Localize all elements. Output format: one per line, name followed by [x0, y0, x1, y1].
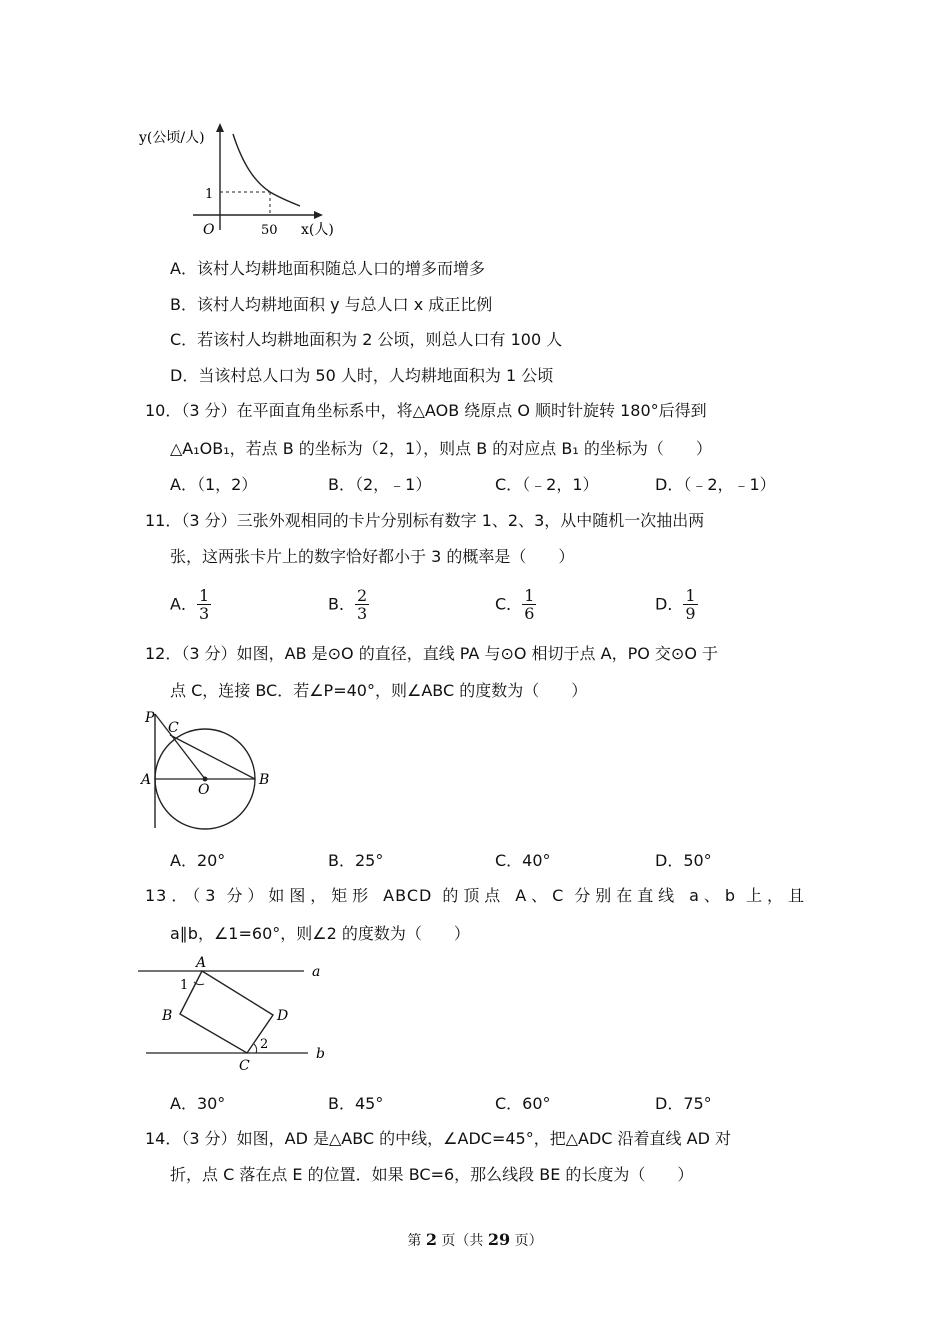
segment-po — [155, 714, 205, 779]
option-label: A． — [170, 594, 197, 614]
q10-option-a: A．（1，2） — [170, 475, 258, 494]
page-footer — [0, 1230, 950, 1250]
q12-option-b: B．25° — [328, 851, 384, 870]
point-c-label: C — [239, 1058, 250, 1074]
footer-middle: 页（共 — [436, 1233, 488, 1249]
point-b-label: B — [162, 1008, 173, 1024]
q13-stem-line1: 13．（3 分）如图，矩形 ABCD 的顶点 A、C 分别在直线 a、b 上，且 — [145, 886, 805, 905]
footer-prefix: 第 — [407, 1233, 426, 1249]
q11-stem-line1: 11．（3 分）三张外观相同的卡片分别标有数字 1、2、3，从中随机一次抽出两 — [145, 511, 705, 530]
q13-option-c: C．60° — [495, 1094, 551, 1113]
q10-stem-line1: 10．（3 分）在平面直角坐标系中，将△AOB 绕原点 O 顺时针旋转 180°后得到 — [145, 401, 707, 420]
denominator: 9 — [685, 604, 696, 623]
segment-bc — [170, 735, 255, 779]
q11-option-c — [495, 587, 536, 622]
point-o-label: O — [198, 782, 210, 798]
q9-option-d: D．当该村总人口为 50 人时，人均耕地面积为 1 公顷 — [170, 366, 554, 385]
fraction — [683, 587, 697, 622]
x-tick-label: 50 — [261, 223, 278, 238]
q10-option-b: B．（2，﹣1） — [328, 475, 432, 494]
q10-option-d: D．（﹣2，﹣1） — [655, 475, 776, 494]
q13-option-a: A．30° — [170, 1094, 226, 1113]
y-axis-arrow — [216, 123, 224, 132]
origin-label: O — [203, 222, 215, 238]
q10-option-c: C．（﹣2，1） — [495, 475, 599, 494]
q13-option-d: D．75° — [655, 1094, 712, 1113]
denominator: 3 — [356, 604, 368, 623]
numerator: 1 — [685, 586, 696, 605]
x-axis-label: x(人) — [301, 222, 334, 238]
q9-option-a: A．该村人均耕地面积随总人口的增多而增多 — [170, 259, 485, 278]
fraction — [522, 587, 536, 622]
total-page-count: 29 — [487, 1230, 511, 1249]
numerator: 2 — [356, 586, 368, 605]
q12-option-a: A．20° — [170, 851, 226, 870]
denominator: 3 — [198, 604, 210, 623]
option-label: B． — [328, 594, 355, 614]
angle-1-label: 1 — [180, 978, 189, 993]
line-b-label: b — [316, 1046, 325, 1062]
numerator: 1 — [524, 586, 535, 605]
q12-option-d: D．50° — [655, 851, 712, 870]
option-label: C． — [495, 594, 523, 614]
q10-stem-line2: △A₁OB₁，若点 B 的坐标为（2，1），则点 B 的对应点 B₁ 的坐标为（ ） — [170, 439, 712, 458]
point-c-label: C — [168, 720, 179, 736]
x-axis-arrow — [314, 211, 323, 219]
q9-option-b: B．该村人均耕地面积 y 与总人口 x 成正比例 — [170, 295, 493, 314]
q13-option-b: B．45° — [328, 1094, 384, 1113]
footer-suffix: 页） — [510, 1233, 543, 1249]
angle-2-arc — [254, 1044, 257, 1053]
line-a-label: a — [312, 964, 321, 980]
point-b-label: B — [259, 772, 270, 788]
numerator: 1 — [198, 586, 210, 605]
angle-2-label: 2 — [260, 1037, 269, 1052]
denominator: 6 — [524, 604, 535, 623]
q11-option-a — [170, 587, 211, 622]
point-a-label: A — [141, 772, 152, 788]
current-page-number: 2 — [425, 1230, 437, 1249]
option-label: D． — [655, 594, 684, 614]
q12-option-c: C．40° — [495, 851, 551, 870]
q9-option-c: C．若该村人均耕地面积为 2 公顷，则总人口有 100 人 — [170, 330, 563, 349]
y-tick-label: 1 — [205, 187, 214, 202]
q12-stem-line1: 12．（3 分）如图，AB 是⊙O 的直径，直线 PA 与⊙O 相切于点 A，PO 交⊙O 于 — [145, 644, 718, 663]
fraction — [197, 587, 211, 622]
q13-stem-line2: a∥b，∠1=60°，则∠2 的度数为（ ） — [170, 924, 470, 943]
fraction — [355, 587, 369, 622]
point-a-label: A — [196, 955, 207, 971]
q11-option-d — [655, 587, 698, 622]
rectangle-parallel-lines-figure — [136, 952, 336, 1077]
q12-stem-line2: 点 C，连接 BC．若∠P=40°，则∠ABC 的度数为（ ） — [170, 681, 588, 700]
q11-option-b — [328, 587, 369, 622]
point-p-label: P — [145, 710, 155, 726]
curve — [233, 134, 300, 206]
q14-stem-line2: 折，点 C 落在点 E 的位置．如果 BC=6，那么线段 BE 的长度为（ ） — [170, 1165, 694, 1184]
point-d-label: D — [277, 1008, 289, 1024]
center-dot — [203, 777, 208, 782]
q14-stem-line1: 14．（3 分）如图，AD 是△ABC 的中线，∠ADC=45°，把△ADC 沿着直线 AD 对 — [145, 1129, 731, 1148]
y-axis-label: y(公顷/人) — [139, 130, 205, 146]
circle-tangent-figure — [138, 710, 278, 835]
population-area-graph — [135, 120, 345, 245]
q11-stem-line2: 张，这两张卡片上的数字恰好都小于 3 的概率是（ ） — [170, 547, 575, 566]
